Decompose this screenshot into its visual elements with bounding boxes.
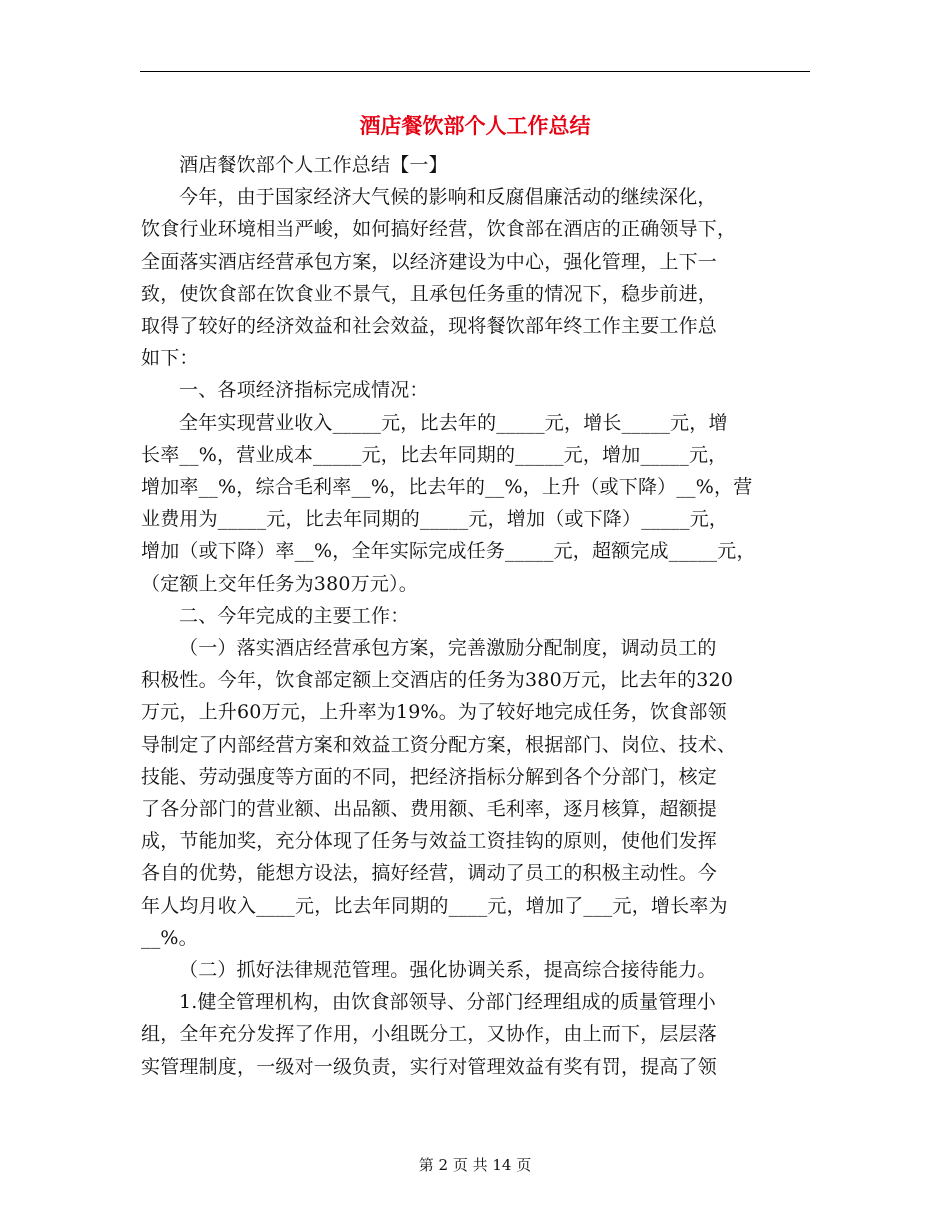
paragraph-management xyxy=(141,986,813,1083)
text-line: 年人均月收入____元，比去年同期的____元，增加了___元，增长率为 xyxy=(141,894,728,917)
text-line: 导制定了内部经营方案和效益工资分配方案，根据部门、岗位、技术、 xyxy=(141,733,737,756)
text-line: 饮食行业环境相当严峻，如何搞好经营，饮食部在酒店的正确领导下， xyxy=(141,218,737,241)
text-line: 各自的优势，能想方设法，搞好经营，调动了员工的积极主动性。今 xyxy=(141,862,718,885)
paragraph-intro xyxy=(141,181,813,374)
text-line: （一）落实酒店经营承包方案，完善激励分配制度，调动员工的 xyxy=(179,637,717,660)
paragraph-indicators xyxy=(141,407,813,600)
text-line: 取得了较好的经济效益和社会效益，现将餐饮部年终工作主要工作总 xyxy=(141,315,718,338)
page-number-footer: 第 2 页 共 14 页 xyxy=(418,1156,532,1174)
text-line: 致，使饮食部在饮食业不景气，且承包任务重的情况下，稳步前进， xyxy=(141,282,718,305)
text-line: 技能、劳动强度等方面的不同，把经济指标分解到各个分部门，核定 xyxy=(141,765,718,788)
text-line: 一、各项经济指标完成情况： xyxy=(179,379,429,402)
text-line: 1.健全管理机构，由饮食部领导、分部门经理组成的质量管理小 xyxy=(179,991,716,1014)
text-line: 增加率__%，综合毛利率__%，比去年的__%，上升（或下降）__%，营 xyxy=(141,476,753,499)
text-line: 全面落实酒店经营承包方案，以经济建设为中心，强化管理，上下一 xyxy=(141,250,718,273)
text-line: （二）抓好法律规范管理。强化协调关系，提高综合接待能力。 xyxy=(179,959,717,982)
header-rule xyxy=(140,71,810,72)
text-line: 实管理制度，一级对一级负责，实行对管理效益有奖有罚，提高了领 xyxy=(141,1055,718,1078)
text-line: 增加（或下降）率__%，全年实际完成任务_____元，超额完成_____元， xyxy=(141,540,756,563)
text-line: __%。 xyxy=(141,926,198,949)
text-line: 业费用为_____元，比去年同期的_____元，增加（或下降）_____元， xyxy=(141,508,729,531)
paragraph-heading-2 xyxy=(141,600,813,632)
document-body xyxy=(141,149,813,1083)
text-line: 二、今年完成的主要工作： xyxy=(179,604,410,627)
paragraph-heading-1 xyxy=(141,374,813,406)
text-line: 组，全年充分发挥了作用，小组既分工，又协作，由上而下，层层落 xyxy=(141,1023,718,1046)
paragraph-work-1 xyxy=(141,632,813,954)
paragraph-work-2 xyxy=(141,954,813,986)
text-line: 长率__%，营业成本_____元，比去年同期的_____元，增加_____元， xyxy=(141,443,728,466)
text-line: 酒店餐饮部个人工作总结【一】 xyxy=(179,154,448,176)
text-line: 全年实现营业收入_____元，比去年的_____元，增长_____元，增 xyxy=(179,411,728,434)
text-line: （定额上交年任务为380万元）。 xyxy=(141,572,418,595)
text-line: 积极性。今年，饮食部定额上交酒店的任务为380万元，比去年的320 xyxy=(141,669,734,692)
text-line: 如下： xyxy=(141,347,199,370)
page-title: 酒店餐饮部个人工作总结 xyxy=(359,113,591,138)
text-line: 成，节能加奖，充分体现了任务与效益工资挂钩的原则，使他们发挥 xyxy=(141,830,718,853)
text-line: 万元，上升60万元，上升率为19%。为了较好地完成任务，饮食部领 xyxy=(141,701,727,724)
text-line: 今年，由于国家经济大气候的影响和反腐倡廉活动的继续深化， xyxy=(179,186,717,209)
paragraph-section-heading xyxy=(141,149,813,181)
text-line: 了各分部门的营业额、出品额、费用额、毛利率，逐月核算，超额提 xyxy=(141,798,718,821)
